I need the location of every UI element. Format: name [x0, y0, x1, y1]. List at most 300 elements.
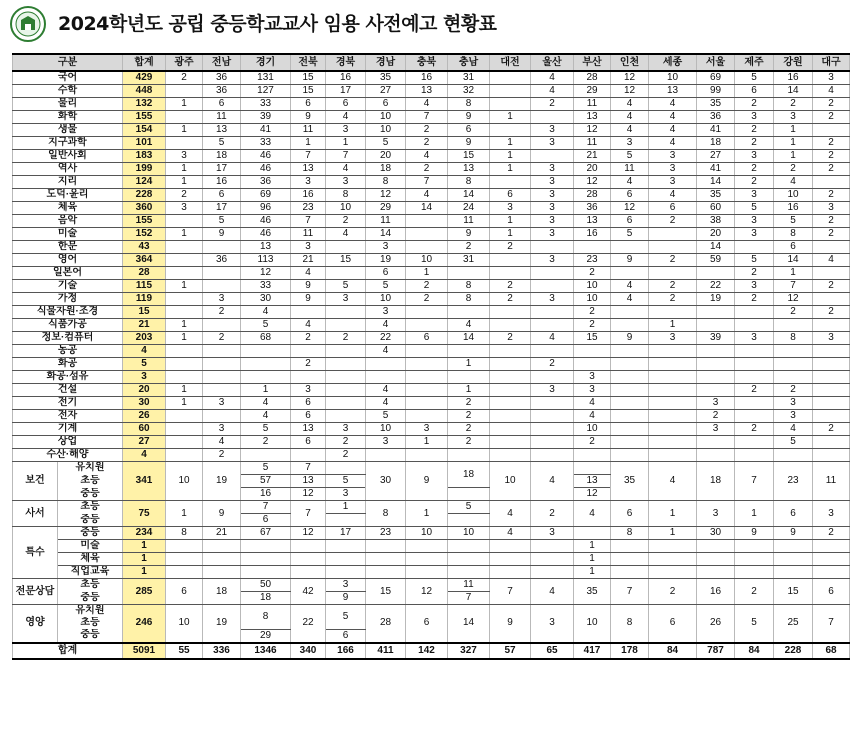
- table-cell: [166, 111, 203, 124]
- table-cell: 16: [697, 579, 735, 605]
- region-total-cell: 1346: [241, 643, 291, 659]
- table-cell: [166, 306, 203, 319]
- table-cell: 2: [774, 306, 813, 319]
- table-cell: 3: [531, 215, 574, 228]
- column-header: 전남: [203, 54, 241, 71]
- table-cell: [697, 267, 735, 280]
- table-cell: 46: [241, 150, 291, 163]
- table-cell: [649, 436, 697, 449]
- table-cell: [448, 267, 490, 280]
- table-cell: [203, 319, 241, 332]
- total-cell: 228: [123, 189, 166, 202]
- table-cell: [448, 514, 490, 527]
- subject-label: 상업: [13, 436, 123, 449]
- table-cell: 3: [735, 189, 774, 202]
- table-cell: [649, 553, 697, 566]
- table-cell: [291, 566, 326, 579]
- table-cell: 6: [366, 98, 406, 111]
- table-cell: [448, 553, 490, 566]
- table-cell: 18: [203, 579, 241, 605]
- table-row: [13, 215, 850, 228]
- total-cell: 132: [123, 98, 166, 111]
- table-row: [13, 280, 850, 293]
- column-header: 경남: [366, 54, 406, 71]
- table-cell: 41: [697, 163, 735, 176]
- table-cell: 2: [813, 527, 850, 540]
- table-cell: 5: [203, 137, 241, 150]
- region-total-cell: 228: [774, 643, 813, 659]
- table-cell: 13: [291, 475, 326, 488]
- total-cell: 1: [123, 553, 166, 566]
- table-cell: 1: [490, 228, 531, 241]
- table-row: [13, 501, 850, 514]
- table-cell: [735, 566, 774, 579]
- region-total-cell: 142: [406, 643, 448, 659]
- table-cell: 16: [203, 176, 241, 189]
- table-cell: 12: [406, 579, 448, 605]
- table-cell: 3: [406, 423, 448, 436]
- table-cell: [735, 241, 774, 254]
- subject-label: 화학: [13, 111, 123, 124]
- table-cell: 2: [574, 436, 611, 449]
- table-cell: [406, 540, 448, 553]
- table-cell: 16: [241, 488, 291, 501]
- table-cell: 2: [735, 137, 774, 150]
- table-cell: [406, 319, 448, 332]
- table-cell: 33: [241, 137, 291, 150]
- table-cell: 2: [813, 163, 850, 176]
- table-cell: 17: [326, 85, 366, 98]
- table-row: [13, 332, 850, 345]
- table-cell: 2: [735, 267, 774, 280]
- group-label: 전문상담: [13, 579, 58, 605]
- table-cell: 10: [406, 254, 448, 267]
- table-cell: 5: [366, 410, 406, 423]
- table-cell: 13: [649, 85, 697, 98]
- table-cell: 22: [291, 605, 326, 643]
- table-cell: 5: [241, 319, 291, 332]
- table-cell: 13: [406, 85, 448, 98]
- table-cell: [291, 306, 326, 319]
- table-cell: 2: [735, 98, 774, 111]
- table-cell: 3: [813, 202, 850, 215]
- table-cell: 6: [166, 579, 203, 605]
- total-cell: 183: [123, 150, 166, 163]
- table-cell: 1: [406, 436, 448, 449]
- table-cell: [203, 553, 241, 566]
- table-cell: 1: [326, 501, 366, 514]
- table-row: [13, 579, 850, 592]
- table-cell: [531, 371, 574, 384]
- table-cell: [611, 553, 649, 566]
- table-cell: 7: [406, 176, 448, 189]
- table-cell: 29: [574, 85, 611, 98]
- table-cell: 14: [448, 189, 490, 202]
- table-cell: 3: [366, 306, 406, 319]
- table-row: [13, 423, 850, 436]
- table-cell: 1: [166, 384, 203, 397]
- table-cell: [326, 358, 366, 371]
- table-cell: [326, 319, 366, 332]
- table-cell: [735, 306, 774, 319]
- table-cell: 28: [574, 71, 611, 85]
- table-cell: 3: [326, 423, 366, 436]
- table-cell: 7: [326, 150, 366, 163]
- table-cell: 8: [166, 527, 203, 540]
- table-cell: 4: [326, 228, 366, 241]
- table-cell: [531, 267, 574, 280]
- table-row: [13, 254, 850, 267]
- subject-label: 기계: [13, 423, 123, 436]
- table-cell: [574, 345, 611, 358]
- table-cell: [611, 449, 649, 462]
- table-cell: [490, 85, 531, 98]
- table-cell: [490, 449, 531, 462]
- subject-label: 일반사회: [13, 150, 123, 163]
- table-cell: 36: [203, 254, 241, 267]
- table-cell: 35: [611, 462, 649, 501]
- table-cell: 1: [774, 267, 813, 280]
- table-cell: 1: [406, 267, 448, 280]
- table-cell: 15: [291, 85, 326, 98]
- subject-label: 가정: [13, 293, 123, 306]
- table-cell: [649, 241, 697, 254]
- table-cell: 6: [774, 241, 813, 254]
- table-cell: 1: [291, 137, 326, 150]
- table-cell: 39: [241, 111, 291, 124]
- table-cell: [697, 436, 735, 449]
- table-cell: 3: [166, 202, 203, 215]
- table-cell: [697, 371, 735, 384]
- table-cell: 38: [697, 215, 735, 228]
- table-cell: [531, 540, 574, 553]
- table-cell: [326, 384, 366, 397]
- table-cell: 2: [448, 436, 490, 449]
- table-cell: 4: [611, 176, 649, 189]
- column-header: 경기: [241, 54, 291, 71]
- table-cell: 2: [574, 306, 611, 319]
- table-cell: 3: [291, 241, 326, 254]
- table-cell: 13: [448, 163, 490, 176]
- table-cell: 2: [735, 176, 774, 189]
- table-cell: 4: [774, 176, 813, 189]
- table-cell: 1: [166, 501, 203, 527]
- table-cell: [774, 371, 813, 384]
- table-cell: 14: [774, 254, 813, 267]
- table-cell: [326, 566, 366, 579]
- table-cell: [448, 488, 490, 501]
- subject-label: 식물자원·조경: [13, 306, 123, 319]
- table-cell: [611, 267, 649, 280]
- subject-label: 농공: [13, 345, 123, 358]
- table-cell: 6: [649, 202, 697, 215]
- table-cell: 6: [490, 189, 531, 202]
- table-cell: 8: [241, 605, 291, 630]
- total-cell: 5: [123, 358, 166, 371]
- table-cell: 3: [813, 332, 850, 345]
- table-cell: 4: [531, 462, 574, 501]
- table-cell: 6: [611, 501, 649, 527]
- table-cell: [291, 553, 326, 566]
- table-row: [13, 449, 850, 462]
- table-cell: 17: [203, 202, 241, 215]
- table-cell: 10: [574, 605, 611, 643]
- table-cell: 6: [291, 397, 326, 410]
- table-cell: [531, 111, 574, 124]
- table-cell: [366, 358, 406, 371]
- table-cell: 2: [291, 332, 326, 345]
- table-row: [13, 462, 850, 475]
- table-cell: 46: [241, 228, 291, 241]
- total-cell: 115: [123, 280, 166, 293]
- table-cell: [166, 345, 203, 358]
- total-cell: 234: [123, 527, 166, 540]
- total-cell: 152: [123, 228, 166, 241]
- column-header: 세종: [649, 54, 697, 71]
- table-cell: 2: [166, 189, 203, 202]
- table-cell: 96: [241, 202, 291, 215]
- table-cell: 11: [574, 137, 611, 150]
- table-cell: 4: [531, 85, 574, 98]
- table-cell: [735, 436, 774, 449]
- table-cell: [813, 267, 850, 280]
- table-cell: 6: [649, 605, 697, 643]
- table-cell: 3: [649, 150, 697, 163]
- table-cell: 7: [291, 462, 326, 475]
- total-cell: 43: [123, 241, 166, 254]
- region-total-cell: 68: [813, 643, 850, 659]
- table-row: [13, 85, 850, 98]
- table-cell: 2: [813, 111, 850, 124]
- table-cell: 5: [241, 423, 291, 436]
- table-row: [13, 358, 850, 371]
- subject-label: 역사: [13, 163, 123, 176]
- table-cell: 13: [574, 215, 611, 228]
- table-cell: [326, 462, 366, 475]
- table-cell: 1: [490, 215, 531, 228]
- table-cell: 11: [203, 111, 241, 124]
- table-cell: [531, 345, 574, 358]
- table-cell: 4: [326, 111, 366, 124]
- table-cell: [326, 371, 366, 384]
- table-cell: [241, 358, 291, 371]
- table-cell: 4: [774, 423, 813, 436]
- total-cell: 60: [123, 423, 166, 436]
- table-cell: 5: [735, 71, 774, 85]
- table-cell: 4: [611, 280, 649, 293]
- table-cell: 18: [697, 462, 735, 501]
- subject-label: 기술: [13, 280, 123, 293]
- table-cell: 4: [531, 579, 574, 605]
- table-cell: [241, 371, 291, 384]
- table-cell: 10: [366, 293, 406, 306]
- table-cell: [203, 540, 241, 553]
- table-cell: 28: [366, 605, 406, 643]
- table-cell: 68: [241, 332, 291, 345]
- table-cell: 2: [735, 163, 774, 176]
- table-cell: 8: [448, 293, 490, 306]
- table-cell: [241, 540, 291, 553]
- table-cell: [326, 306, 366, 319]
- table-cell: 19: [366, 254, 406, 267]
- column-header: 제주: [735, 54, 774, 71]
- table-cell: 5: [326, 280, 366, 293]
- table-cell: 13: [203, 124, 241, 137]
- table-cell: [574, 358, 611, 371]
- table-cell: 30: [366, 462, 406, 501]
- total-cell: 101: [123, 137, 166, 150]
- table-cell: 10: [406, 527, 448, 540]
- table-cell: 4: [649, 189, 697, 202]
- table-cell: 4: [531, 332, 574, 345]
- table-cell: [448, 566, 490, 579]
- table-cell: 59: [697, 254, 735, 267]
- table-cell: 113: [241, 254, 291, 267]
- table-cell: [574, 241, 611, 254]
- sub-label: 미술: [58, 540, 123, 553]
- table-cell: 1: [490, 163, 531, 176]
- table-cell: 1: [166, 98, 203, 111]
- total-cell: 27: [123, 436, 166, 449]
- table-cell: 6: [611, 189, 649, 202]
- table-cell: [448, 345, 490, 358]
- sub-label: 초등: [58, 501, 123, 514]
- table-cell: 2: [448, 241, 490, 254]
- table-cell: [774, 566, 813, 579]
- table-cell: 1: [326, 137, 366, 150]
- table-cell: 9: [326, 592, 366, 605]
- table-cell: 4: [813, 254, 850, 267]
- table-cell: 2: [203, 449, 241, 462]
- table-cell: 4: [649, 462, 697, 501]
- table-cell: [406, 215, 448, 228]
- table-cell: 3: [490, 202, 531, 215]
- table-cell: 5: [241, 462, 291, 475]
- table-cell: 18: [448, 462, 490, 488]
- table-cell: [649, 410, 697, 423]
- table-cell: 10: [326, 202, 366, 215]
- table-cell: 3: [649, 332, 697, 345]
- table-cell: [406, 449, 448, 462]
- subject-label: 물리: [13, 98, 123, 111]
- table-cell: [490, 176, 531, 189]
- table-cell: [531, 241, 574, 254]
- column-header: 부산: [574, 54, 611, 71]
- table-cell: 2: [697, 410, 735, 423]
- table-cell: 7: [406, 111, 448, 124]
- table-cell: 1: [490, 150, 531, 163]
- school-emblem-icon: [10, 6, 46, 42]
- table-cell: 3: [326, 176, 366, 189]
- table-cell: 4: [291, 319, 326, 332]
- table-row: [13, 228, 850, 241]
- subject-label: 화공: [13, 358, 123, 371]
- table-cell: [203, 345, 241, 358]
- table-cell: 13: [241, 241, 291, 254]
- table-cell: 10: [366, 111, 406, 124]
- table-cell: 2: [735, 579, 774, 605]
- table-cell: 41: [697, 124, 735, 137]
- column-header: 경북: [326, 54, 366, 71]
- table-cell: 2: [774, 163, 813, 176]
- table-cell: 6: [241, 514, 291, 527]
- table-cell: 3: [697, 501, 735, 527]
- table-cell: 1: [490, 137, 531, 150]
- table-cell: [697, 449, 735, 462]
- sub-label: 중등: [58, 629, 123, 643]
- table-cell: 16: [326, 71, 366, 85]
- table-cell: [490, 371, 531, 384]
- table-cell: 18: [366, 163, 406, 176]
- table-cell: 24: [448, 202, 490, 215]
- table-row: [13, 241, 850, 254]
- table-cell: 5: [326, 475, 366, 488]
- table-cell: 6: [203, 98, 241, 111]
- table-cell: [166, 410, 203, 423]
- table-cell: 3: [813, 501, 850, 527]
- table-cell: [490, 267, 531, 280]
- table-cell: 3: [326, 124, 366, 137]
- table-cell: [813, 358, 850, 371]
- total-cell: 154: [123, 124, 166, 137]
- table-cell: 6: [291, 436, 326, 449]
- table-cell: [448, 306, 490, 319]
- table-cell: 2: [448, 410, 490, 423]
- table-cell: 1: [774, 150, 813, 163]
- total-cell: 21: [123, 319, 166, 332]
- table-cell: 36: [241, 176, 291, 189]
- table-cell: [490, 436, 531, 449]
- total-row: [13, 643, 850, 659]
- table-cell: [166, 85, 203, 98]
- table-cell: 3: [735, 280, 774, 293]
- total-cell: 155: [123, 111, 166, 124]
- recruitment-table: [12, 53, 850, 660]
- total-cell: 199: [123, 163, 166, 176]
- table-cell: [406, 410, 448, 423]
- table-cell: 15: [326, 254, 366, 267]
- table-cell: [531, 566, 574, 579]
- table-cell: [406, 384, 448, 397]
- table-cell: [490, 254, 531, 267]
- region-total-cell: 340: [291, 643, 326, 659]
- table-cell: 5: [203, 215, 241, 228]
- table-cell: 2: [203, 332, 241, 345]
- table-cell: [611, 566, 649, 579]
- table-cell: [697, 345, 735, 358]
- table-cell: [735, 449, 774, 462]
- group-label: 사서: [13, 501, 58, 527]
- table-cell: 4: [448, 319, 490, 332]
- table-cell: 6: [291, 410, 326, 423]
- table-cell: 15: [448, 150, 490, 163]
- table-cell: 8: [448, 98, 490, 111]
- table-cell: [241, 345, 291, 358]
- table-cell: 131: [241, 71, 291, 85]
- table-cell: [611, 384, 649, 397]
- table-row: [13, 345, 850, 358]
- table-row: [13, 124, 850, 137]
- table-cell: 29: [241, 629, 291, 643]
- table-cell: [326, 241, 366, 254]
- table-cell: [813, 176, 850, 189]
- table-cell: 46: [241, 215, 291, 228]
- total-cell: 360: [123, 202, 166, 215]
- subject-label: 수산·해양: [13, 449, 123, 462]
- table-cell: 4: [406, 150, 448, 163]
- table-cell: 2: [735, 423, 774, 436]
- table-cell: 1: [649, 501, 697, 527]
